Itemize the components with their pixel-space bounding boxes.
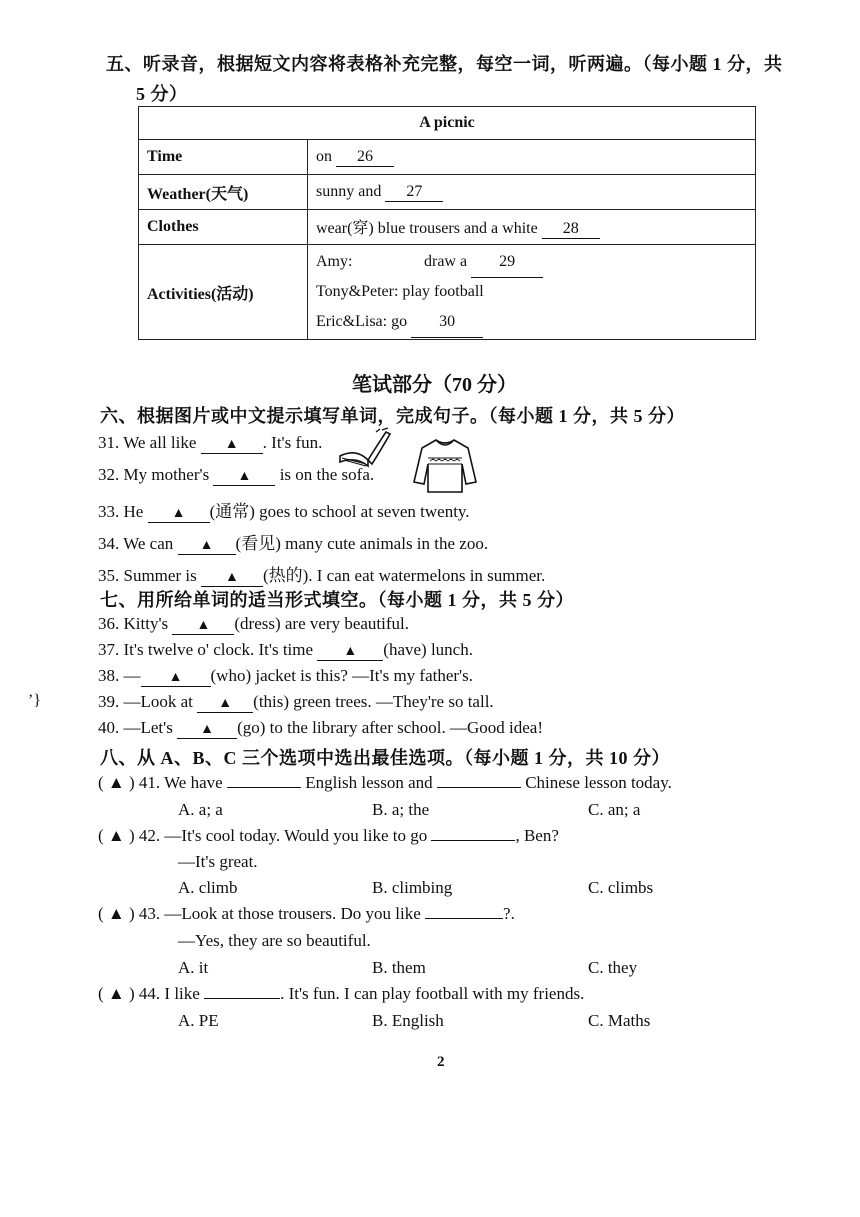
option-a[interactable]: A. a; a (178, 800, 223, 819)
option-a[interactable]: A. climb (178, 878, 238, 897)
question-text: He (123, 502, 144, 521)
answer-blank[interactable]: ▲ (177, 718, 237, 739)
question-text: English lesson and (305, 773, 433, 792)
activities-cell (308, 245, 756, 340)
question-text: (热的). I can eat watermelons in summer. (262, 566, 546, 585)
question-text: — (123, 666, 141, 685)
question-text: is on the sofa. (279, 465, 375, 484)
question-text: . It's fun. (262, 433, 323, 452)
option-c[interactable]: C. Maths (588, 1011, 651, 1030)
table-row (139, 140, 756, 175)
reply-text: —Yes, they are so beautiful. (178, 931, 371, 950)
row-label: Time (139, 140, 308, 175)
question-number: 33. (98, 502, 120, 521)
row-value (308, 140, 756, 175)
activity-line (316, 247, 747, 277)
row-value-text: on (316, 147, 332, 165)
answer-blank[interactable]: 28 (542, 220, 600, 239)
option-b[interactable]: B. English (372, 1011, 444, 1030)
answer-blank (204, 998, 280, 999)
question-32 (98, 465, 374, 486)
option-c[interactable]: C. an; a (588, 800, 641, 819)
question-number: 37. (98, 640, 120, 659)
row-value-text: sunny and (316, 182, 382, 200)
row-value (308, 175, 756, 210)
answer-blank[interactable]: ▲ (178, 534, 236, 555)
answer-blank[interactable]: 27 (385, 183, 443, 202)
question-text: . It's fun. I can play football with my friends. (280, 984, 585, 1003)
question-number: 41. (138, 773, 161, 792)
row-label: Clothes (139, 210, 308, 245)
question-number: 43. (138, 904, 161, 923)
question-42 (98, 826, 559, 846)
activity-who: Eric&Lisa: (316, 313, 388, 330)
activity-text: play football (402, 283, 484, 300)
section5-heading-cont: 5 分） (136, 84, 188, 104)
margin-mark: ʼ} (28, 692, 42, 709)
reply-text: —It's great. (178, 852, 258, 871)
question-36 (98, 614, 409, 635)
answer-blank[interactable]: ▲ (317, 640, 383, 661)
answer-blank[interactable]: ▲ (197, 692, 253, 713)
question-number: 40. (98, 718, 120, 737)
question-text: —Look at those trousers. Do you like (164, 904, 421, 923)
question-text: —Let's (123, 718, 173, 737)
question-number: 44. (138, 984, 161, 1003)
section6-heading: 六、根据图片或中文提示填写单词，完成句子。（每小题 1 分，共 5 分） (100, 406, 685, 426)
question-text: (通常) goes to school at seven twenty. (209, 502, 470, 521)
sweater-image (412, 436, 478, 494)
answer-blank[interactable]: ▲ (148, 502, 210, 523)
activity-line (316, 307, 747, 337)
question-number: 31. (98, 433, 120, 452)
option-c[interactable]: C. they (588, 958, 638, 977)
option-c[interactable]: C. climbs (588, 878, 654, 897)
option-a[interactable]: A. PE (178, 1011, 219, 1030)
question-text: —It's cool today. Would you like to go (164, 826, 428, 845)
question-number: 38. (98, 666, 120, 685)
question-text: ?. (503, 904, 515, 923)
question-31 (98, 433, 322, 454)
question-text: Chinese lesson today. (525, 773, 672, 792)
question-37 (98, 640, 473, 661)
question-number: 36. (98, 614, 120, 633)
table-title: A picnic (139, 107, 756, 140)
question-text: (this) green trees. —They're so tall. (253, 692, 494, 711)
answer-blank (227, 787, 301, 788)
answer-blank (431, 840, 515, 841)
question-number: 32. (98, 465, 120, 484)
row-value-text: wear(穿) blue trousers and a white (316, 220, 538, 237)
question-number: 42. (138, 826, 161, 845)
option-b[interactable]: B. climbing (372, 878, 453, 897)
question-text: Kitty's (123, 614, 169, 633)
page-number: 2 (437, 1054, 445, 1070)
answer-bracket[interactable]: ( ▲ ) (98, 904, 135, 923)
answer-bracket[interactable]: ( ▲ ) (98, 826, 135, 845)
question-text: My mother's (123, 465, 210, 484)
option-a[interactable]: A. it (178, 958, 209, 977)
question-text: (dress) are very beautiful. (234, 614, 410, 633)
question-text: We have (164, 773, 223, 792)
question-44 (98, 984, 584, 1004)
question-text: (看见) many cute animals in the zoo. (235, 534, 489, 553)
question-text: I like (164, 984, 200, 1003)
answer-blank (437, 787, 521, 788)
activity-text: draw a (424, 253, 468, 270)
answer-blank[interactable]: ▲ (201, 433, 263, 454)
section5-heading: 五、听录音，根据短文内容将表格补充完整，每空一词，听两遍。（每小题 1 分，共 (106, 54, 783, 74)
activity-text: go (391, 313, 408, 330)
activity-who: Tony&Peter: (316, 283, 399, 300)
question-40 (98, 718, 543, 739)
table-row (139, 175, 756, 210)
answer-blank (425, 918, 503, 919)
option-b[interactable]: B. a; the (372, 800, 430, 819)
activity-who: Amy: (316, 253, 353, 270)
question-text: (who) jacket is this? —It's my father's. (210, 666, 473, 685)
option-b[interactable]: B. them (372, 958, 426, 977)
row-label: Weather(天气) (139, 175, 308, 210)
table-row (139, 210, 756, 245)
answer-bracket[interactable]: ( ▲ ) (98, 773, 135, 792)
answer-blank[interactable]: 30 (411, 307, 483, 338)
question-text: (have) lunch. (383, 640, 473, 659)
question-text: Summer is (123, 566, 197, 585)
question-text: We can (123, 534, 174, 553)
answer-bracket[interactable]: ( ▲ ) (98, 984, 135, 1003)
answer-blank[interactable]: 29 (471, 247, 543, 278)
question-33 (98, 497, 470, 523)
question-39 (98, 692, 494, 713)
question-number: 39. (98, 692, 120, 711)
question-number: 34. (98, 534, 120, 553)
book-image (336, 426, 396, 468)
question-34 (98, 529, 488, 555)
question-number: 35. (98, 566, 120, 585)
question-text: We all like (123, 433, 197, 452)
question-text: It's twelve o' clock. It's time (123, 640, 314, 659)
answer-blank[interactable]: 26 (336, 148, 394, 167)
picnic-table (138, 106, 756, 340)
written-part-title: 笔试部分（70 分） (352, 374, 517, 396)
answer-blank[interactable]: ▲ (141, 666, 211, 687)
question-text: , Ben? (515, 826, 559, 845)
section7-heading: 七、用所给单词的适当形式填空。（每小题 1 分，共 5 分） (100, 590, 574, 610)
question-text: —Look at (123, 692, 193, 711)
question-41 (98, 773, 672, 793)
question-43 (98, 904, 515, 924)
answer-blank[interactable]: ▲ (201, 566, 263, 587)
answer-blank[interactable]: ▲ (213, 465, 275, 486)
row-label: Activities(活动) (139, 245, 308, 340)
question-35 (98, 561, 545, 587)
question-38 (98, 666, 473, 687)
table-row (139, 245, 756, 340)
row-value (308, 210, 756, 245)
activity-line (316, 277, 747, 307)
answer-blank[interactable]: ▲ (172, 614, 234, 635)
question-text: (go) to the library after school. —Good idea! (237, 718, 543, 737)
section8-heading: 八、从 A、B、C 三个选项中选出最佳选项。（每小题 1 分，共 10 分） (100, 748, 671, 768)
